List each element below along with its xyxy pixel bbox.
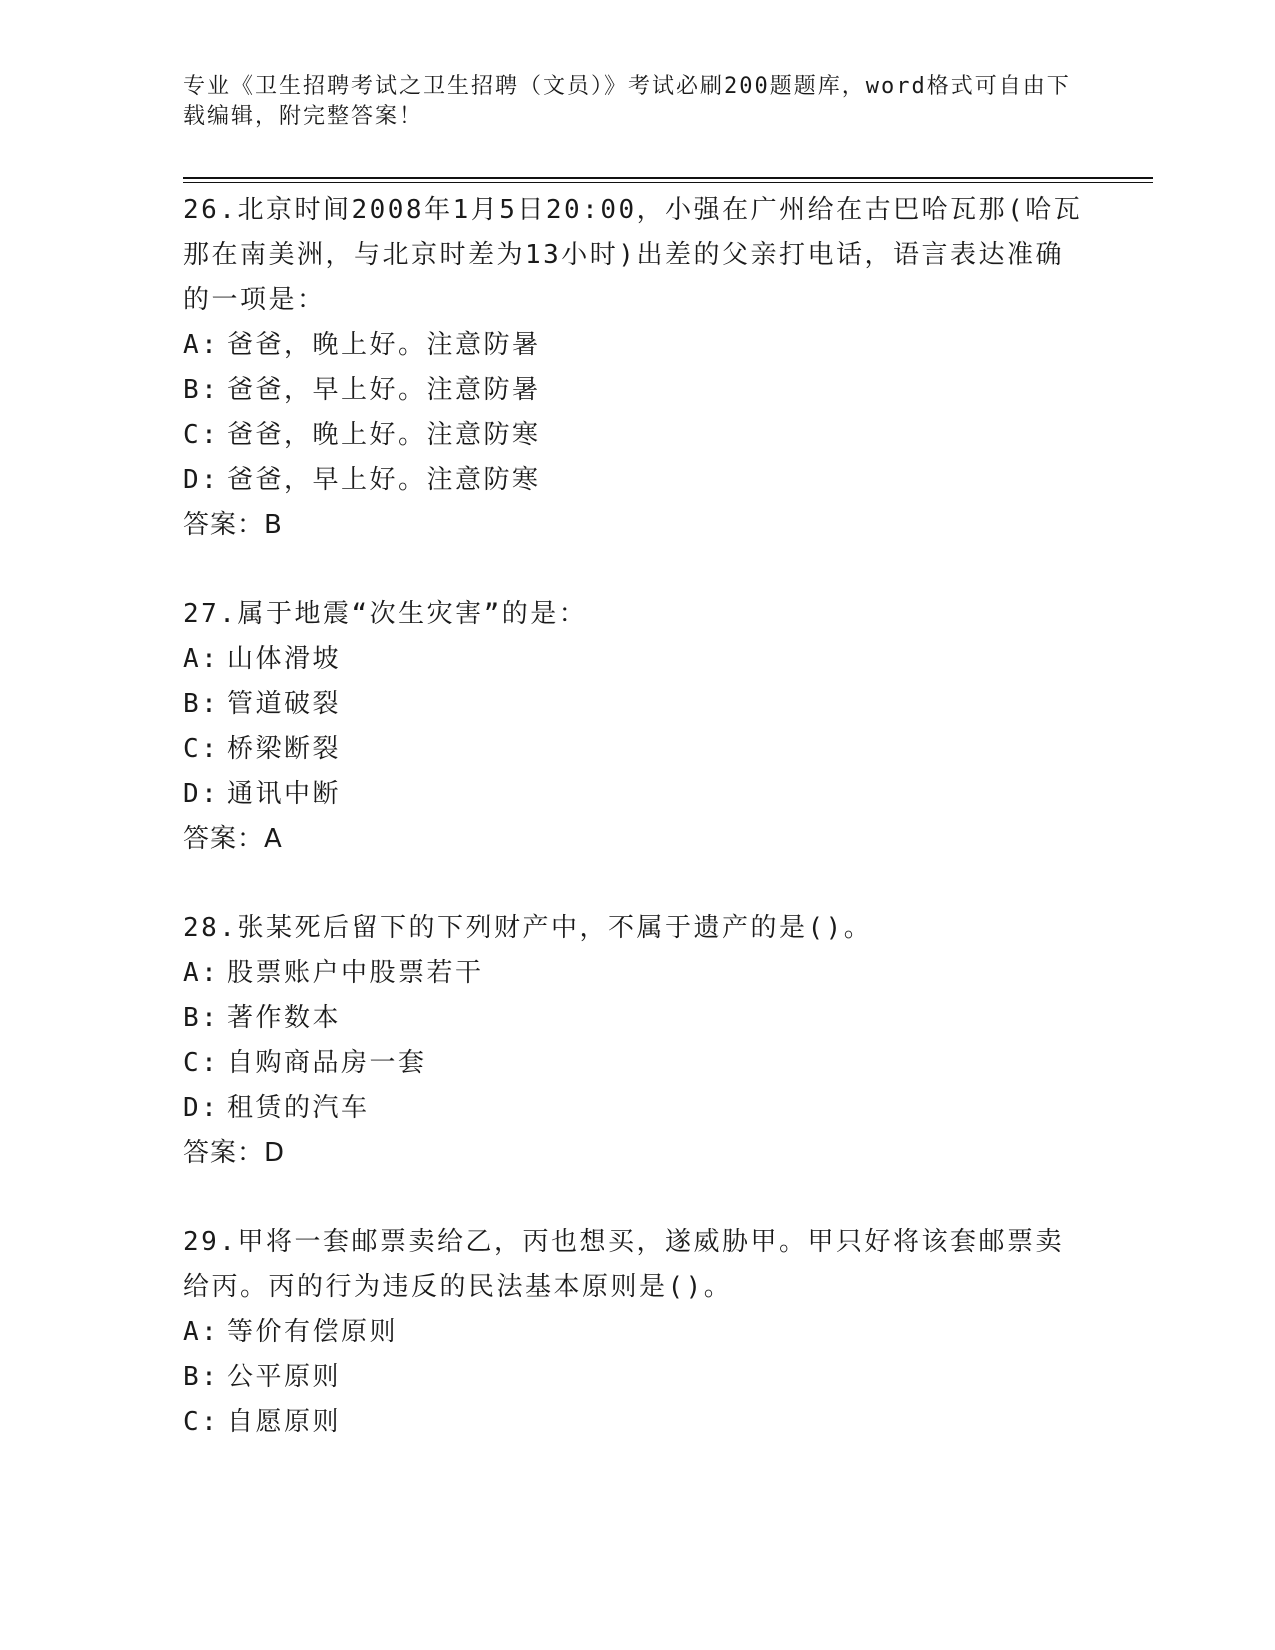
question-list: [183, 188, 1083, 1445]
option-text: 管道破裂: [227, 689, 342, 719]
option-a: [183, 1310, 1083, 1355]
option-text: 通讯中断: [227, 779, 342, 809]
option-letter: C:: [183, 1048, 220, 1078]
option-text: 租赁的汽车: [227, 1093, 370, 1123]
option-text: 股票账户中股票若干: [227, 958, 484, 988]
option-letter: C:: [183, 420, 220, 450]
question-stem: 29.甲将一套邮票卖给乙，丙也想买，遂威胁甲。甲只好将该套邮票卖给丙。丙的行为违反的民法基本原则是()。: [183, 1227, 1064, 1302]
spacer: [183, 1176, 1083, 1220]
question-27: [183, 592, 1083, 862]
option-text: 爸爸，早上好。注意防寒: [227, 465, 541, 495]
option-letter: D:: [183, 1093, 220, 1123]
option-letter: D:: [183, 465, 220, 495]
option-letter: B:: [183, 689, 220, 719]
option-letter: B:: [183, 1362, 220, 1392]
option-letter: B:: [183, 375, 220, 405]
option-text: 桥梁断裂: [227, 734, 342, 764]
option-letter: C:: [183, 1407, 220, 1437]
option-letter: B:: [183, 1003, 220, 1033]
option-c: [183, 413, 1083, 458]
spacer: [183, 862, 1083, 906]
option-b: [183, 1355, 1083, 1400]
answer-line: 答案：A: [183, 824, 283, 854]
option-text: 著作数本: [227, 1003, 342, 1033]
option-text: 爸爸，晚上好。注意防寒: [227, 420, 541, 450]
option-letter: A:: [183, 958, 220, 988]
option-a: [183, 951, 1083, 996]
question-26: [183, 188, 1083, 548]
option-text: 爸爸，晚上好。注意防暑: [227, 330, 541, 360]
question-28: [183, 906, 1083, 1176]
option-b: [183, 682, 1083, 727]
question-stem: 28.张某死后留下的下列财产中，不属于遗产的是()。: [183, 913, 873, 943]
option-text: 爸爸，早上好。注意防暑: [227, 375, 541, 405]
option-c: [183, 727, 1083, 772]
option-c: [183, 1041, 1083, 1086]
question-stem: 27.属于地震“次生灾害”的是：: [183, 599, 588, 629]
option-b: [183, 368, 1083, 413]
option-letter: D:: [183, 779, 220, 809]
option-text: 山体滑坡: [227, 644, 342, 674]
option-letter: A:: [183, 1317, 220, 1347]
option-letter: A:: [183, 644, 220, 674]
option-a: [183, 637, 1083, 682]
option-d: [183, 772, 1083, 817]
option-d: [183, 458, 1083, 503]
option-letter: C:: [183, 734, 220, 764]
option-text: 等价有偿原则: [227, 1317, 399, 1347]
option-text: 自愿原则: [227, 1407, 342, 1437]
spacer: [183, 548, 1083, 592]
question-stem: 26.北京时间2008年1月5日20:00，小强在广州给在古巴哈瓦那(哈瓦那在南美洲，与北京时差为13小时)出差的父亲打电话，语言表达准确的一项是：: [183, 195, 1083, 315]
answer-line: 答案：D: [183, 1138, 286, 1168]
header-divider-thin: [183, 182, 1153, 183]
document-header: 专业《卫生招聘考试之卫生招聘（文员）》考试必刷200题题库，word格式可自由下载编辑，附完整答案！: [183, 74, 1071, 129]
option-c: [183, 1400, 1083, 1445]
option-b: [183, 996, 1083, 1041]
option-a: [183, 323, 1083, 368]
question-29: [183, 1220, 1083, 1445]
option-text: 公平原则: [227, 1362, 342, 1392]
answer-line: 答案：B: [183, 510, 283, 540]
option-letter: A:: [183, 330, 220, 360]
option-d: [183, 1086, 1083, 1131]
header-divider-thick: [183, 177, 1153, 179]
option-text: 自购商品房一套: [227, 1048, 427, 1078]
